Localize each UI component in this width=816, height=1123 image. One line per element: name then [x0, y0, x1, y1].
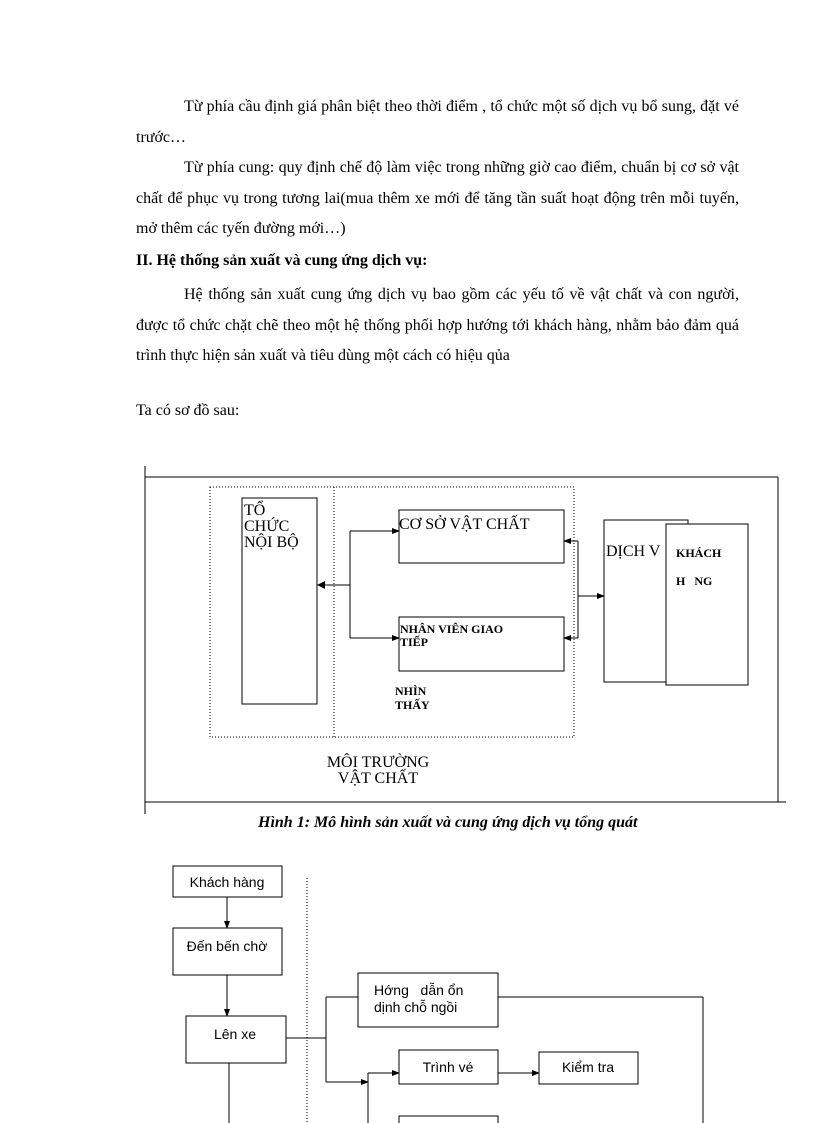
figure1-diagram: [145, 466, 786, 814]
paragraph-supply-text: Từ phía cung: quy định chế độ làm việc trong những giờ cao điểm, chuẩn bị cơ sở vật chất để phục vụ trong tương lai(mua thêm xe mới để tăng tần suất hoạt động trên mỗi tuyến, mở thêm các tyến đường mới…): [136, 159, 739, 237]
section-heading: II. Hệ thống sản xuất và cung ứng dịch vụ:: [136, 252, 428, 269]
fig2-board-label: Lên xe: [213, 1026, 257, 1042]
fig2-customer-label: Khách hàng: [189, 874, 265, 890]
fig1-staff-label-2: TIẾP: [400, 635, 429, 649]
fig2-ticket-label: Trình vé: [422, 1059, 474, 1075]
fig1-org-label-1: TỔ: [244, 502, 266, 519]
fig1-visible-label-1: NHÌN: [395, 684, 427, 698]
fig1-org-label-2: CHỨC: [244, 518, 290, 535]
paragraph-demand-text: Từ phía cầu định giá phân biệt theo thời điểm , tổ chức một số dịch vụ bổ sung, đặt vé trước…: [136, 98, 739, 146]
figure1-caption: Hình 1: Mô hình sản xuất và cung ứng dịch vụ tổng quát: [258, 814, 638, 831]
fig1-facilities-label: CƠ SỞ VẬT CHẤT: [399, 516, 530, 533]
fig1-env-label-1: MÔI TRƯỜNG: [326, 754, 430, 771]
paragraph-system-text: Hệ thống sản xuất cung ứng dịch vụ bao gồm các yếu tố về vật chất và con người, được tổ chức chặt chẽ theo một hệ thống phối hợp hướng tới khách hàng, nhằm bảo đảm quá trình thực hiện sản xuất và tiêu dùng một cách có hiệu qủa: [136, 286, 739, 364]
fig1-arrowhead-org: [317, 581, 325, 589]
fig2-guide-label-1: Hớng dẫn ổn: [374, 982, 464, 998]
paragraph-diagram-intro: Ta có sơ đồ sau:: [136, 402, 240, 419]
fig1-env-label-2: VẬT CHẤT: [337, 770, 419, 787]
fig2-check-label: Kiểm tra: [561, 1059, 615, 1075]
fig2-next-box: [399, 1116, 498, 1123]
fig1-service-label: DỊCH V: [606, 543, 661, 560]
fig2-guide-label-2: dịnh chỗ ngồi: [374, 999, 458, 1015]
fig1-visible-label-2: THẤY: [395, 698, 430, 712]
fig1-org-label-3: NỘI BỘ: [244, 534, 299, 551]
fig2-arrive-label: Đến bến chờ: [186, 938, 268, 954]
fig1-staff-label-1: NHÂN VIÊN GIAO: [400, 622, 504, 636]
fig1-customer-label-2: H NG: [676, 574, 713, 588]
figure2-diagram: [173, 866, 703, 1123]
fig1-customer-label-1: KHÁCH: [676, 546, 722, 560]
